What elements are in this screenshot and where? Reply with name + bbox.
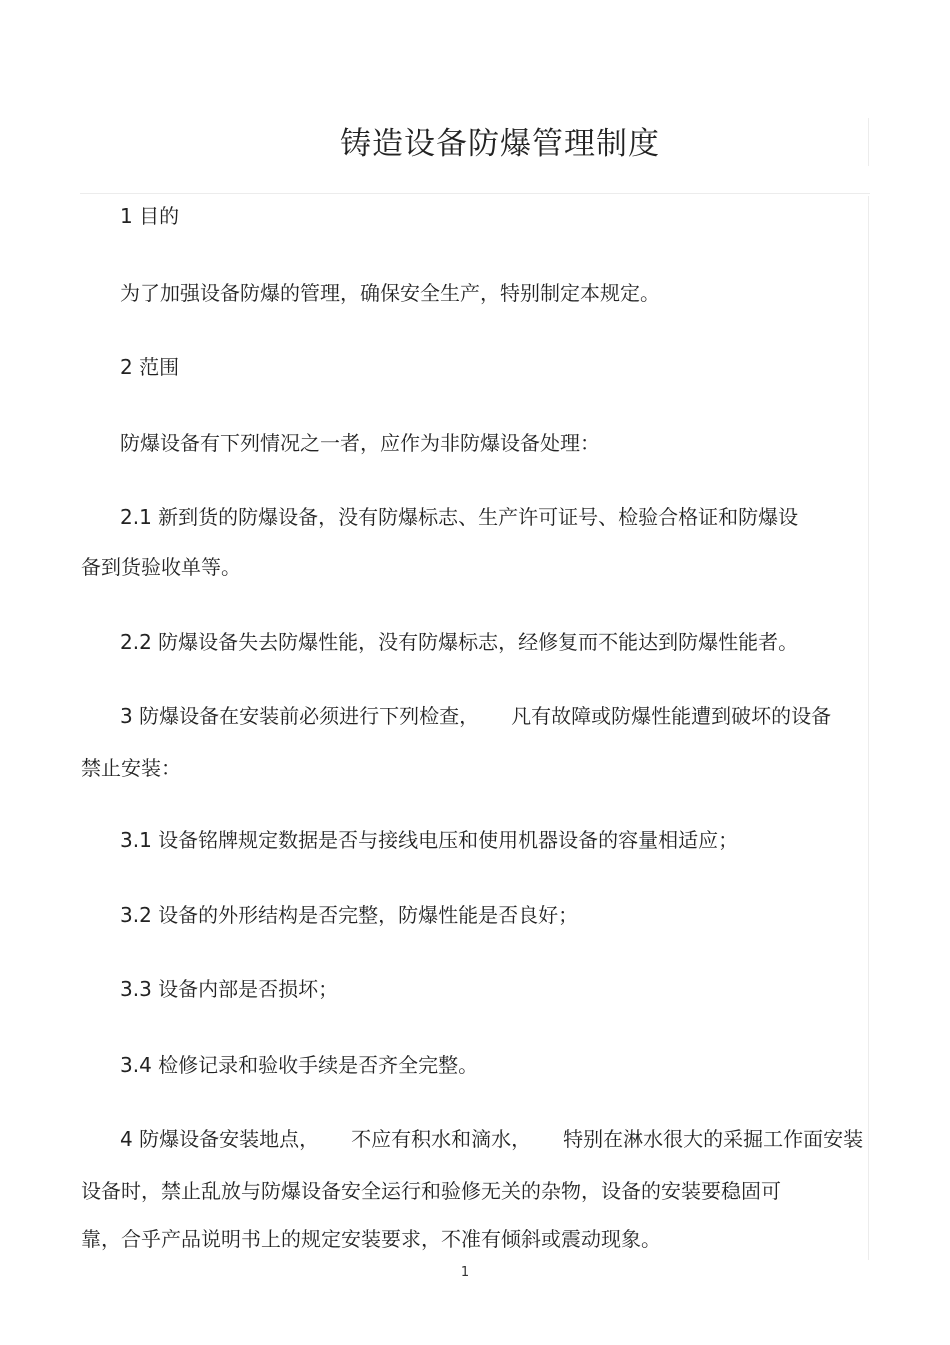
title-divider bbox=[80, 193, 870, 194]
clause-3-4: 3.4 检修记录和验收手续是否齐全完整。 bbox=[120, 1053, 479, 1077]
section-4-line-1-part-2: 不应有积水和滴水， bbox=[351, 1127, 532, 1151]
section-3-line-1-part-1: 3 防爆设备在安装前必须进行下列检查， bbox=[120, 704, 480, 728]
section-4-line-3: 靠，合乎产品说明书上的规定安装要求，不准有倾斜或震动现象。 bbox=[81, 1227, 661, 1251]
section-3-line-1 bbox=[120, 702, 831, 730]
clause-2-1-line-2: 备到货验收单等。 bbox=[81, 555, 241, 579]
document-title: 铸造设备防爆管理制度 bbox=[340, 126, 660, 162]
section-2-heading: 2 范围 bbox=[120, 355, 180, 379]
clause-3-3: 3.3 设备内部是否损坏； bbox=[120, 977, 339, 1001]
clause-3-1: 3.1 设备铭牌规定数据是否与接线电压和使用机器设备的容量相适应； bbox=[120, 828, 739, 852]
section-3-line-2: 禁止安装： bbox=[81, 756, 181, 780]
section-4-line-1-part-3: 特别在淋水很大的采掘工作面安装 bbox=[563, 1127, 864, 1151]
section-3-line-1-part-2: 凡有故障或防爆性能遭到破坏的设备 bbox=[511, 704, 832, 728]
section-1-heading: 1 目的 bbox=[120, 204, 180, 228]
margin-rule-right bbox=[868, 196, 869, 1260]
clause-3-2: 3.2 设备的外形结构是否完整，防爆性能是否良好； bbox=[120, 903, 579, 927]
page-number: 1 bbox=[460, 1265, 470, 1280]
section-1-body: 为了加强设备防爆的管理，确保安全生产，特别制定本规定。 bbox=[120, 281, 660, 305]
section-4-line-2: 设备时，禁止乱放与防爆设备安全运行和验修无关的杂物，设备的安装要稳固可 bbox=[81, 1179, 781, 1203]
section-2-body: 防爆设备有下列情况之一者，应作为非防爆设备处理： bbox=[120, 431, 600, 455]
clause-2-2: 2.2 防爆设备失去防爆性能，没有防爆标志，经修复而不能达到防爆性能者。 bbox=[120, 630, 799, 654]
section-4-line-1 bbox=[120, 1125, 863, 1153]
section-4-line-1-part-1: 4 防爆设备安装地点， bbox=[120, 1127, 320, 1151]
margin-rule-top bbox=[868, 118, 869, 166]
clause-2-1-line-1: 2.1 新到货的防爆设备，没有防爆标志、生产许可证号、检验合格证和防爆设 bbox=[120, 505, 799, 529]
